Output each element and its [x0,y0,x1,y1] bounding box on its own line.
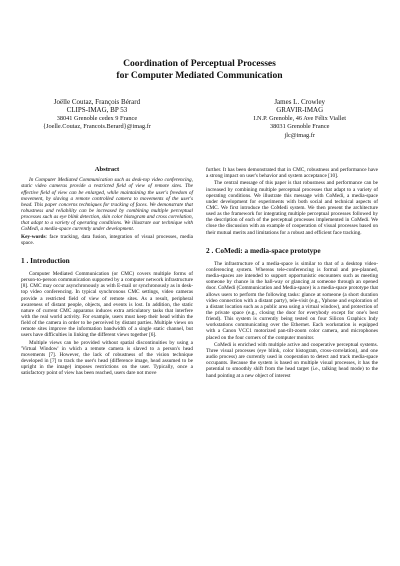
section-2-paragraph-2: CoMedi is enriched with multiple active and cooperative perceptual systems. Three visual processes (eye blink, color histogram, cross-correlation), and one audio process) are currently used in cooperation to detect and track media-space occupants. Because the system is based on multiple visual processes, it has the potential to smoothly shift from the head target (i.e., talking head mode) to the hand pointing at a new object of interest [206,341,378,379]
keywords-text: : face tracking, data fusion, integration of visual processes, media space. [21,233,193,246]
right-column [206,167,378,380]
author-right-lab: GRAVIR-IMAG [276,106,324,115]
abstract-text: In Computer Mediated Communication such as desk-top video conferencing, static video cameras provide a restricted field of view of remote sites. The effective field of view can be enlarged, while maintaining the user's freedom of movement, by slaving a remote controlled camera to movements of the user's head. This paper concerns techniques for tracking of faces. We demonstrate that robustness and reliability can be increased by combining multiple perceptual processes such as eye blink detection, skin color histogram and cross correlation, that adapt to a variety of operating conditions. We illustrate our technique with CoMedi, a media-space currently under development. [21,177,193,233]
author-block [21,98,378,140]
author-right-names: James L. Crowley [274,98,326,106]
title-line-2: for Computer Mediated Communication [116,70,283,81]
body-columns [21,167,378,380]
section-1-paragraph-2: Multiple views can be provided without spatial discontinuities by using a 'Virtual Window' in which a remote camera is slaved to a person's head movements [7]. However, the lack of robustness of the vision technique developed in [7] to track the user's head (difference image, head assumed to be upright in the image) imposes restrictions on the user. Typically, once a satisfactory point of view has been reached, users dare not move [21,339,193,377]
author-left-email: {Joelle.Coutaz, Francois.Berard}@imag.fr [43,123,151,131]
paper-title [21,58,378,82]
author-right-address: I.N.P. Grenoble, 46 Ave Félix Viallet [253,114,346,122]
author-left-names: Joëlle Coutaz, François Bérard [53,98,141,106]
author-left [43,98,151,140]
left-column [21,167,193,380]
author-right-city: 38031 Grenoble France [269,123,330,131]
section-1-heading: 1 . Introduction [21,255,70,265]
continued-paragraph: further. It has been demonstrated that in CMC, robustness and performance have a strong impact on user's behavior and system acceptance [10]. [206,167,378,180]
central-message-paragraph: The central message of this paper is that robustness and performance can be increased by combining multiple perceptual processes that adapt to a variety of operating conditions. We illustrate this message with CoMedi, a media-space under development for experiments with both social and technical aspects of CMC. We first introduce the CoMedi system. We then present the architecture used as the framework for integrating multiple perceptual processes followed by the description of each of the perceptual processes implemented in CoMedi. We close the discussion with an example of cooperation of visual processes based on their mutual merits and limitations for a robust and efficient face tracking. [206,180,378,236]
abstract-heading: Abstract [94,166,120,174]
section-1-paragraph-1: Computer Mediated Communication (or CMC) covers multiple forms of person-to-person communication supported by a computer network infrastructure [8]. CMC may occur asynchronously as with E-mail or synchronously as in desk-top video conferencing. In typical synchronous CMC settings, video cameras provide a restricted field of view of remote sites. As a result, peripheral awareness of distant people, objects, and events is lost. In addition, the static nature of current CMC apparatus induces extra articulatory tasks that interfere with the real world activity. For example, users must keep their head within the field of the camera in order to be perceived by distant parties. Multiple views on remote sites improve the information bandwidth of a single static channel, but users have difficulties in linking the different views together [6]. [21,270,193,339]
author-left-lab: CLIPS-IMAG, BP 53 [66,106,128,115]
author-right [253,98,346,140]
section-2-paragraph-1: The infrastructure of a media-space is similar to that of a desktop video-conferencing system. Whereas tele-conferencing is formal and pre-planned, media-spaces are intended to support opportunistic encounters such as meeting someone by chance in the hall-way or glancing at someone through an opened door. CoMedi (Communication and Media-space) is a media-space prototype that allows users to perform the following tasks: glance at someone (a short duration video connection with a distant party), tele-visit (e.g., Yphone and exploration of a distant location such as a public area using a virtual window), and protection of the private space (e.g., closing the door for everybody except for one's best friend). This system is currently being tested on four Silicon Graphics Indy workstations communicating over the Ethernet. Each workstation is equipped with a Canon VCC1 motorized pan-tilt-zoom color camera, and microphones placed on the four corners of the computer monitor. [206,260,378,341]
keywords-label: Key-words [21,233,46,240]
keywords [21,234,193,246]
title-line-1: Coordination of Perceptual Processes [123,58,276,69]
author-right-email: jlc@imag.fr [284,131,315,139]
section-2-heading: 2 . CoMedi: a media-space prototype [206,245,321,255]
author-left-address: 38041 Grenoble cedex 9 France [56,114,138,122]
